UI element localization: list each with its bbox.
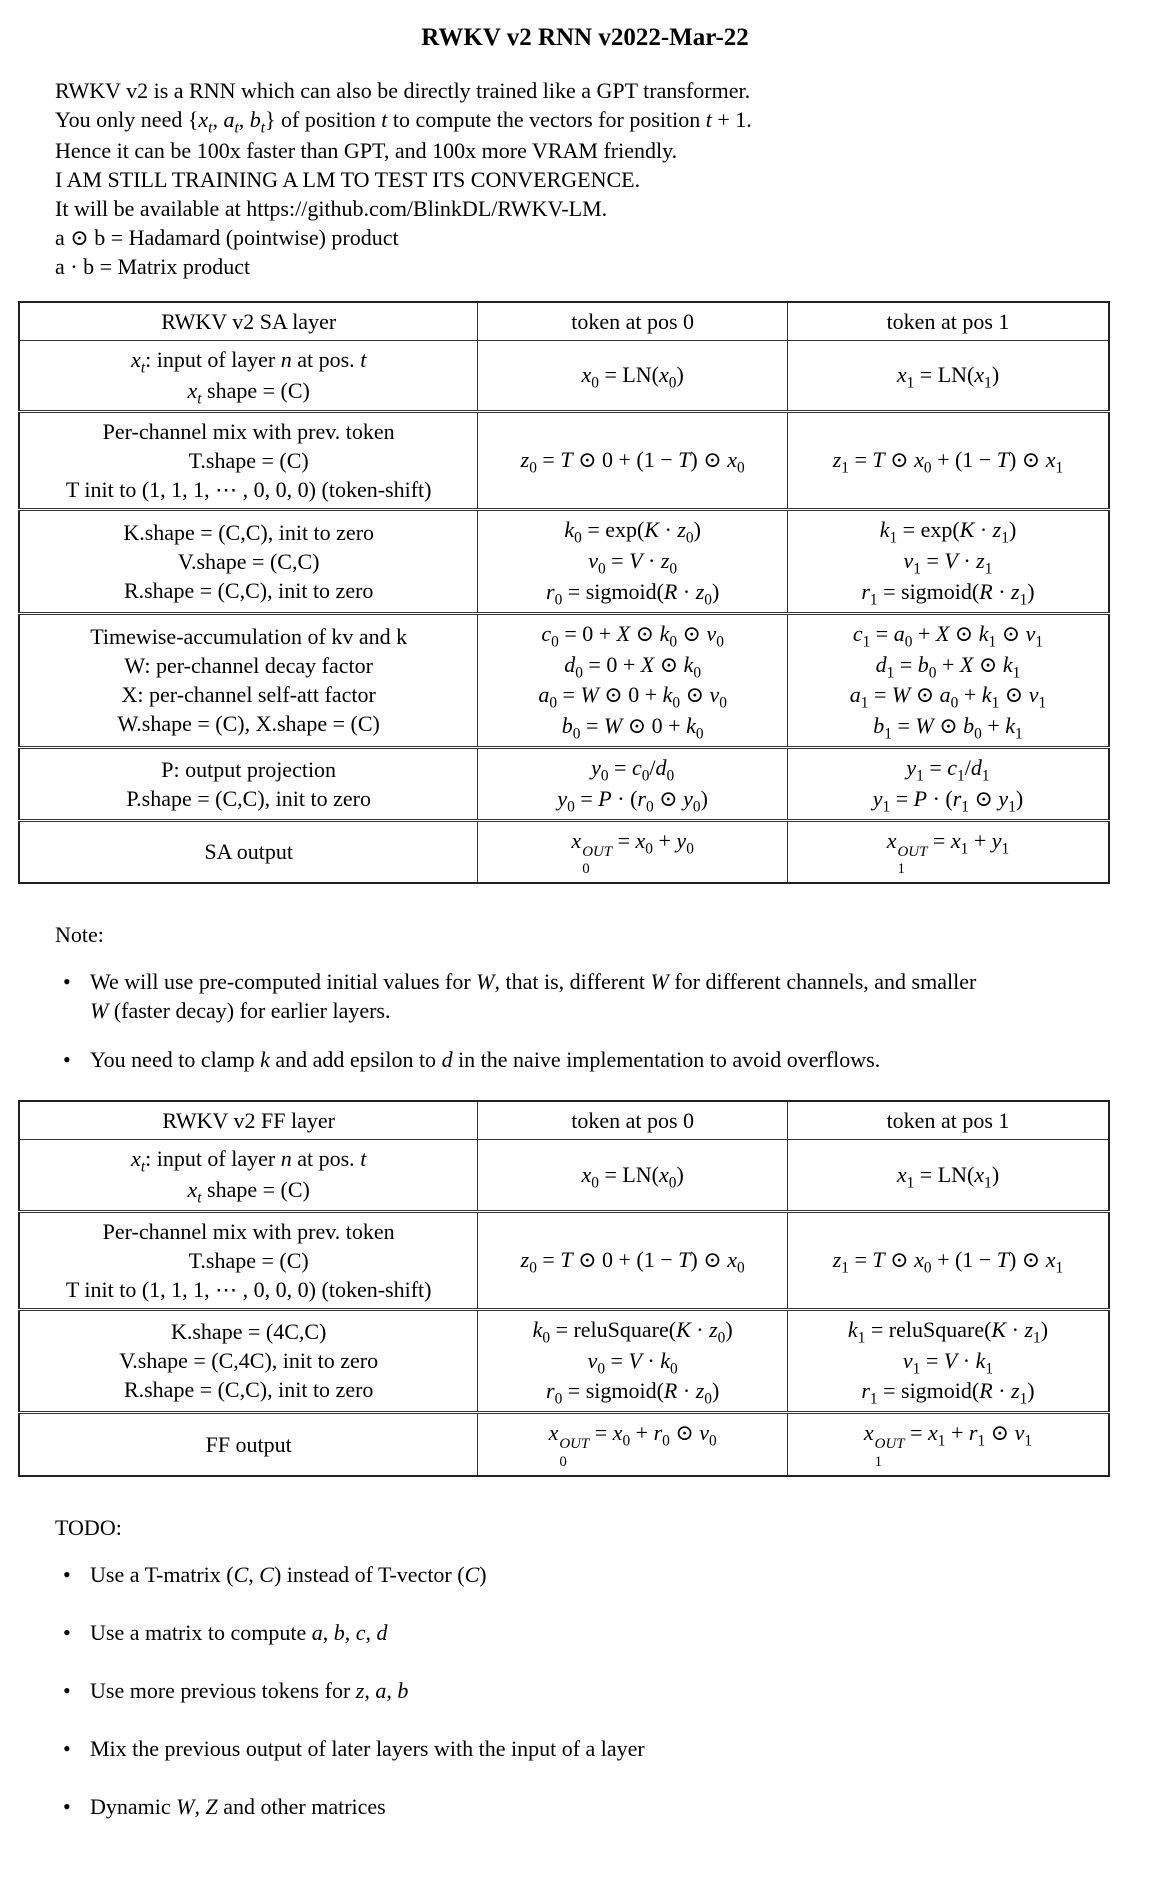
- row-label-cell: Per-channel mix with prev. token T.shape = (C) T init to (1, 1, 1, ⋯ , 0, 0, 0) (token-shift): [19, 412, 478, 510]
- sa-token-pos0-header: token at pos 0: [478, 302, 788, 341]
- pos1-cell: $x_1 = LN(x_1)$: [787, 1140, 1109, 1212]
- todo-item: • Mix the previous output of later layers with the input of a layer: [55, 1734, 1132, 1763]
- row-label-cell: K.shape = (4C,C) V.shape = (C,4C), init to zero R.shape = (C,C), init to zero: [19, 1309, 478, 1412]
- pos1-cell: $z_1 = T$ ⊙ $x_0 + (1 - T)$ ⊙ $x_1$: [787, 412, 1109, 510]
- intro-line: I AM STILL TRAINING A LM TO TEST ITS CONVERGENCE.: [55, 166, 641, 192]
- todo-heading: TODO:: [55, 1514, 122, 1540]
- note-section: [0, 920, 1170, 1074]
- sa-row-accumulation: [19, 613, 1109, 747]
- ff-table-title-cell: RWKV v2 FF layer: [19, 1101, 478, 1140]
- pos1-cell: x OUT 1 = $x_1 + r_1$ ⊙ $v_1$: [787, 1413, 1109, 1476]
- todo-list: [0, 1560, 1170, 1821]
- intro-line-github-url: It will be available at https://github.com/BlinkDL/RWKV-LM.: [55, 195, 608, 221]
- row-label-cell: $x_t$: input of layer n at pos. t $x_t$ shape = (C): [19, 1140, 478, 1212]
- pos0-cell: x OUT 0 = $x_0 + y_0$: [478, 820, 788, 883]
- intro-line: RWKV v2 is a RNN which can also be directly trained like a GPT transformer.: [55, 78, 751, 103]
- ff-token-pos1-header: token at pos 1: [787, 1101, 1109, 1140]
- sa-layer-table: [18, 301, 1110, 884]
- row-label-cell: $x_t$: input of layer n at pos. t $x_t$ shape = (C): [19, 340, 478, 412]
- pos1-cell: $x_1 = LN(x_1)$: [787, 340, 1109, 412]
- row-label-cell: K.shape = (C,C), init to zero V.shape = (C,C) R.shape = (C,C), init to zero: [19, 510, 478, 613]
- sa-row-output: [19, 820, 1109, 883]
- note-list: [0, 967, 1170, 1074]
- ff-row-output: [19, 1413, 1109, 1476]
- intro-line-matrix-def: a · b = Matrix product: [55, 253, 251, 279]
- pos0-cell: x OUT 0 = $x_0 + r_0$ ⊙ $v_0$: [478, 1413, 788, 1476]
- row-label-cell: P: output projection P.shape = (C,C), init to zero: [19, 747, 478, 820]
- sa-row-projection: [19, 747, 1109, 820]
- pos0-cell: $k_0$ = reluSquare(K · $z_0$) $v_0 = V \cdot k_0$ $r_0$ = sigmoid(R · $z_0$): [478, 1309, 788, 1412]
- ff-row-input: [19, 1140, 1109, 1212]
- sa-row-token-mix: [19, 412, 1109, 510]
- todo-item: • Dynamic W, Z and other matrices: [55, 1792, 1132, 1821]
- intro-line: You only need {$x_t$, $a_t$, $b_t$} of position t to compute the vectors for position t + 1.: [55, 107, 752, 137]
- ff-token-pos0-header: token at pos 0: [478, 1101, 788, 1140]
- pos1-cell: $k_1$ = reluSquare(K · $z_1$) $v_1 = V \cdot k_1$ $r_1$ = sigmoid(R · $z_1$): [787, 1309, 1109, 1412]
- pos0-cell: $x_0 = LN(x_0)$: [478, 1140, 788, 1212]
- pos0-cell: $y_0 = c_0/d_0$ $y_0 = P \cdot (r_0$ ⊙ $y_0$): [478, 747, 788, 820]
- ff-layer-table: [18, 1100, 1110, 1477]
- sa-token-pos1-header: token at pos 1: [787, 302, 1109, 341]
- pos1-cell: $y_1 = c_1/d_1$ $y_1 = P \cdot (r_1$ ⊙ $y_1$): [787, 747, 1109, 820]
- pos1-cell: $z_1 = T$ ⊙ $x_0 + (1 - T)$ ⊙ $x_1$: [787, 1211, 1109, 1309]
- pos1-cell: x OUT 1 = $x_1 + y_1$: [787, 820, 1109, 883]
- pos1-cell: $c_1 = a_0 + X$ ⊙ $k_1$ ⊙ $v_1$ $d_1 = b_0 + X$ ⊙ $k_1$ $a_1 = W$ ⊙ $a_0 + k_1$ ⊙ $v_1$ $b_1 = W$ ⊙ $b_0 + k_1$: [787, 613, 1109, 747]
- todo-item: • Use a matrix to compute a, b, c, d: [55, 1618, 1132, 1647]
- row-label-cell: FF output: [19, 1413, 478, 1476]
- pos0-cell: $z_0 = T$ ⊙ 0 + (1 − T) ⊙ $x_0$: [478, 1211, 788, 1309]
- todo-item: • Use a T-matrix (C, C) instead of T-vector (C): [55, 1560, 1132, 1589]
- note-item: • You need to clamp k and add epsilon to d in the naive implementation to avoid overflows.: [55, 1045, 1132, 1074]
- pos0-cell: $z_0 = T$ ⊙ 0 + (1 − T) ⊙ $x_0$: [478, 412, 788, 510]
- sa-row-kvr: [19, 510, 1109, 613]
- sa-row-input: [19, 340, 1109, 412]
- intro-paragraph: [55, 76, 1170, 281]
- ff-header-row: [19, 1101, 1109, 1140]
- pos0-cell: $k_0 = \exp(K \cdot z_0)$ $v_0 = V \cdot z_0$ $r_0$ = sigmoid(R · $z_0$): [478, 510, 788, 613]
- note-item: • We will use pre-computed initial values for W, that is, different W for different channels, and smaller W (faster decay) for earlier layers.: [55, 967, 1132, 1025]
- pos0-cell: $x_0 = LN(x_0)$: [478, 340, 788, 412]
- note-heading: Note:: [55, 922, 104, 948]
- row-label-cell: Per-channel mix with prev. token T.shape = (C) T init to (1, 1, 1, ⋯ , 0, 0, 0) (token-shift): [19, 1211, 478, 1309]
- ff-row-token-mix: [19, 1211, 1109, 1309]
- todo-section: [0, 1513, 1170, 1821]
- intro-line-hadamard-def: a ⊙ b = Hadamard (pointwise) product: [55, 224, 399, 250]
- row-label-cell: Timewise-accumulation of kv and k W: per-channel decay factor X: per-channel self-att factor W.shape = (C), X.shape = (C): [19, 613, 478, 747]
- row-label-cell: SA output: [19, 820, 478, 883]
- pos1-cell: $k_1 = \exp(K \cdot z_1)$ $v_1 = V \cdot z_1$ $r_1$ = sigmoid(R · $z_1$): [787, 510, 1109, 613]
- sa-header-row: [19, 302, 1109, 341]
- sa-table-title-cell: RWKV v2 SA layer: [19, 302, 478, 341]
- document-title: RWKV v2 RNN v2022-Mar-22: [421, 24, 749, 51]
- ff-row-kvr: [19, 1309, 1109, 1412]
- pos0-cell: $c_0 = 0 + X$ ⊙ $k_0$ ⊙ $v_0$ $d_0 = 0 + X$ ⊙ $k_0$ $a_0 = W$ ⊙ $0 + k_0$ ⊙ $v_0$ $b_0 = W$ ⊙ $0 + k_0$: [478, 613, 788, 747]
- intro-line: Hence it can be 100x faster than GPT, and 100x more VRAM friendly.: [55, 137, 678, 163]
- todo-item: • Use more previous tokens for z, a, b: [55, 1676, 1132, 1705]
